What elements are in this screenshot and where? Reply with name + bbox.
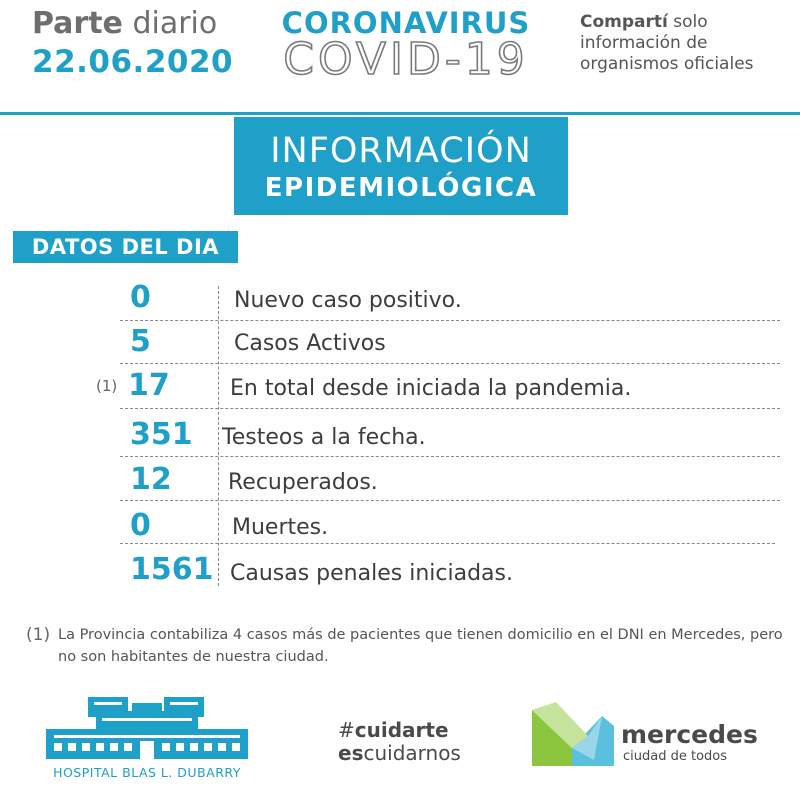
row-footnote-mark: (1) [96,377,118,395]
row-label: Causas penales iniciadas. [230,561,513,586]
row-value: 351 [130,417,193,452]
row-label: Muertes. [232,515,329,540]
hashtag-bold-1: cuidarte [354,718,449,742]
report-title [32,6,217,41]
mercedes-logo-icon [532,702,614,766]
row-value: 0 [130,508,151,543]
row-value: 1561 [130,552,214,587]
hashtag-symbol: # [338,718,355,742]
share-bold: Compartí [580,12,668,32]
footnote-mark: (1) [26,625,51,645]
report-date: 22.06.2020 [32,44,234,80]
share-rest: solo [667,12,708,32]
covid-heading: COVID-19 [283,34,529,85]
row-label: Casos Activos [234,331,386,356]
footnote-text: La Provincia contabiliza 4 casos más de pacientes que tienen domicilio en el DNI en Mercedes, pero no son habitantes de nuestra ciudad. [58,627,783,665]
row-label: Testeos a la fecha. [222,425,426,450]
row-separator [120,500,780,501]
share-line-1 [580,12,754,33]
row-label: Recuperados. [228,470,378,495]
share-line-3: organismos oficiales [580,54,754,74]
row-label: En total desde iniciada la pandemia. [230,376,632,401]
info-banner [234,117,568,215]
header-divider [0,112,800,115]
section-label: DATOS DEL DIA [13,231,238,263]
row-separator [120,456,780,457]
hospital-name: HOSPITAL BLAS L. DUBARRY [53,765,241,780]
hospital-building-icon [44,693,250,761]
row-value: 5 [130,324,151,359]
row-separator [120,320,780,321]
row-separator [120,543,775,544]
share-notice [580,12,754,75]
municipio-name: mercedes [621,720,758,749]
row-value: 12 [130,462,172,497]
hashtag-line-2 [338,741,461,765]
row-divider-vertical [218,286,219,586]
municipio-tagline: ciudad de todos [623,749,728,764]
share-line-2: información de [580,33,708,53]
coronavirus-heading: CORONAVIRUS [281,6,531,40]
row-separator [120,408,780,409]
hashtag-line-1 [338,718,449,742]
report-title-rest: diario [122,6,218,41]
row-separator [120,363,780,364]
banner-line-2: EPIDEMIOLÓGICA [264,173,538,203]
report-title-bold: Parte [32,6,123,41]
banner-line-1: INFORMACIÓN [270,131,532,171]
hashtag-rest: cuidarnos [363,741,461,765]
footnote [26,624,786,668]
hashtag-bold-2: es [338,741,364,765]
row-value: 0 [130,280,151,315]
row-value: 17 [128,368,170,403]
row-label: Nuevo caso positivo. [234,288,462,313]
